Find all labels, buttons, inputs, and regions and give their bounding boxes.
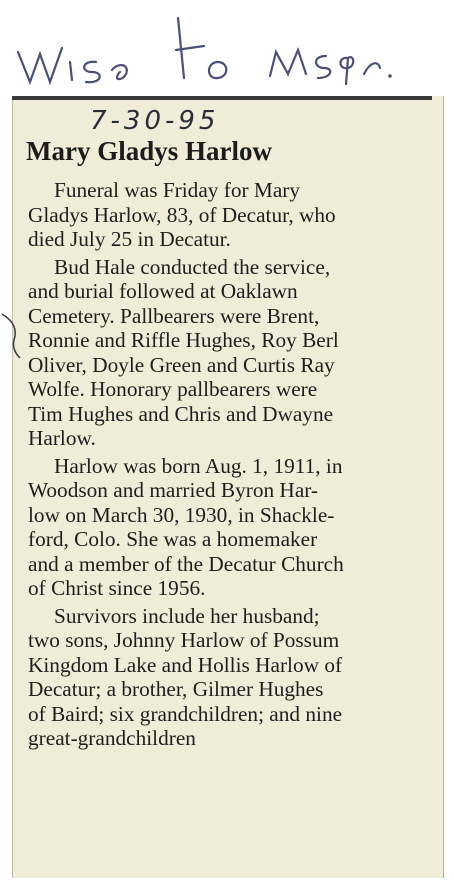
obituary-body: [28, 178, 432, 754]
text-line: two sons, Johnny Harlow of Possum: [28, 628, 340, 652]
text-line: Harlow was born Aug. 1, 1911, in: [54, 453, 343, 478]
text-line: ford, Colo. She was a homemaker: [28, 527, 318, 551]
text-line: Cemetery. Pallbearers were Brent,: [28, 303, 320, 328]
text-line: of Christ since 1956.: [28, 576, 206, 600]
text-line: Funeral was Friday for Mary: [54, 178, 301, 202]
text-line: Gladys Harlow, 83, of Decatur, who: [28, 202, 336, 227]
paragraph-survivors: [28, 604, 432, 751]
text-line: and burial followed at Oaklawn: [28, 279, 298, 303]
handwritten-note: [8, 12, 428, 92]
text-line: Woodson and married Byron Har-: [28, 478, 319, 502]
paragraph-biography: [28, 454, 432, 601]
text-line: Decatur; a brother, Gilmer Hughes: [28, 677, 324, 701]
paragraph-service: [28, 255, 432, 451]
paragraph-funeral: [28, 178, 432, 252]
text-line: died July 25 in Decatur.: [28, 227, 231, 251]
text-line: of Baird; six grandchildren; and nine: [28, 701, 343, 726]
text-line: Kingdom Lake and Hollis Harlow of: [28, 652, 343, 677]
text-line: Survivors include her husband;: [54, 603, 320, 628]
handwritten-date: 7-30-95: [90, 106, 220, 136]
text-line: Harlow.: [28, 426, 96, 450]
text-line: Bud Hale conducted the service,: [54, 254, 331, 279]
text-line: Ronnie and Riffle Hughes, Roy Berl: [28, 328, 339, 352]
margin-pen-mark: [0, 310, 24, 360]
text-line: Wolfe. Honorary pallbearers were: [28, 377, 318, 401]
obituary-headline: Mary Gladys Harlow: [26, 136, 272, 166]
text-line: and a member of the Decatur Church: [28, 551, 344, 576]
text-line: Tim Hughes and Chris and Dwayne: [28, 401, 334, 426]
text-line: Oliver, Doyle Green and Curtis Ray: [28, 352, 335, 377]
masthead-rule: [12, 96, 432, 100]
text-line: low on March 30, 1930, in Shackle-: [28, 502, 335, 527]
text-line: great-grandchildren: [28, 726, 196, 750]
